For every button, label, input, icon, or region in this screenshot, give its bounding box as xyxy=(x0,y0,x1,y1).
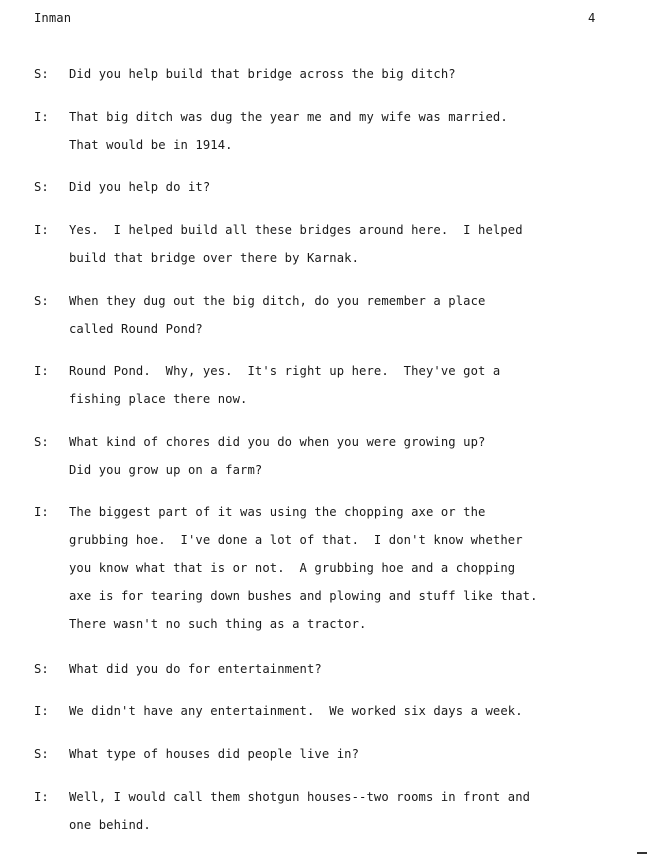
text-line: build that bridge over there by Karnak. xyxy=(69,251,360,265)
text-line: called Round Pond? xyxy=(69,322,203,336)
speaker-label: I: xyxy=(34,110,49,124)
text-line: There wasn't no such thing as a tractor. xyxy=(69,617,367,631)
text-line: When they dug out the big ditch, do you remember a place xyxy=(69,294,486,308)
speaker-label: I: xyxy=(34,505,49,519)
turn-text xyxy=(69,287,639,343)
speaker-label: S: xyxy=(34,662,49,676)
text-line: axe is for tearing down bushes and plowing and stuff like that. xyxy=(69,589,538,603)
text-line: Did you grow up on a farm? xyxy=(69,463,263,477)
page-number: 4 xyxy=(588,11,596,25)
speaker-label: S: xyxy=(34,294,49,308)
turn-text xyxy=(69,783,639,839)
speaker-label: I: xyxy=(34,790,49,804)
text-line: What did you do for entertainment? xyxy=(69,662,322,676)
interviewee-name-header: Inman xyxy=(34,11,72,25)
text-line: Round Pond. Why, yes. It's right up here. They've got a xyxy=(69,364,501,378)
text-line: one behind. xyxy=(69,818,151,832)
text-line: you know what that is or not. A grubbing hoe and a chopping xyxy=(69,561,516,575)
text-line: grubbing hoe. I've done a lot of that. I don't know whether xyxy=(69,533,523,547)
turn-text xyxy=(69,697,639,725)
turn-text xyxy=(69,428,639,484)
speaker-label: S: xyxy=(34,435,49,449)
turn-text xyxy=(69,498,639,638)
text-line: Did you help do it? xyxy=(69,180,211,194)
text-line: That would be in 1914. xyxy=(69,138,233,152)
text-line: That big ditch was dug the year me and my wife was married. xyxy=(69,110,508,124)
speaker-label: S: xyxy=(34,180,49,194)
text-line: Yes. I helped build all these bridges around here. I helped xyxy=(69,223,523,237)
turn-text xyxy=(69,357,639,413)
turn-text xyxy=(69,60,639,88)
turn-text xyxy=(69,173,639,201)
text-line: We didn't have any entertainment. We worked six days a week. xyxy=(69,704,523,718)
speaker-label: I: xyxy=(34,223,49,237)
speaker-label: I: xyxy=(34,364,49,378)
turn-text xyxy=(69,216,639,272)
speaker-label: S: xyxy=(34,67,49,81)
text-line: What type of houses did people live in? xyxy=(69,747,360,761)
text-line: fishing place there now. xyxy=(69,392,248,406)
speaker-label: I: xyxy=(34,704,49,718)
text-line: Well, I would call them shotgun houses--two rooms in front and xyxy=(69,790,531,804)
text-line: Did you help build that bridge across the big ditch? xyxy=(69,67,456,81)
turn-text xyxy=(69,655,639,683)
text-line: What kind of chores did you do when you were growing up? xyxy=(69,435,486,449)
speaker-label: S: xyxy=(34,747,49,761)
scan-mark xyxy=(637,852,647,854)
turn-text xyxy=(69,740,639,768)
text-line: The biggest part of it was using the chopping axe or the xyxy=(69,505,486,519)
turn-text xyxy=(69,103,639,159)
